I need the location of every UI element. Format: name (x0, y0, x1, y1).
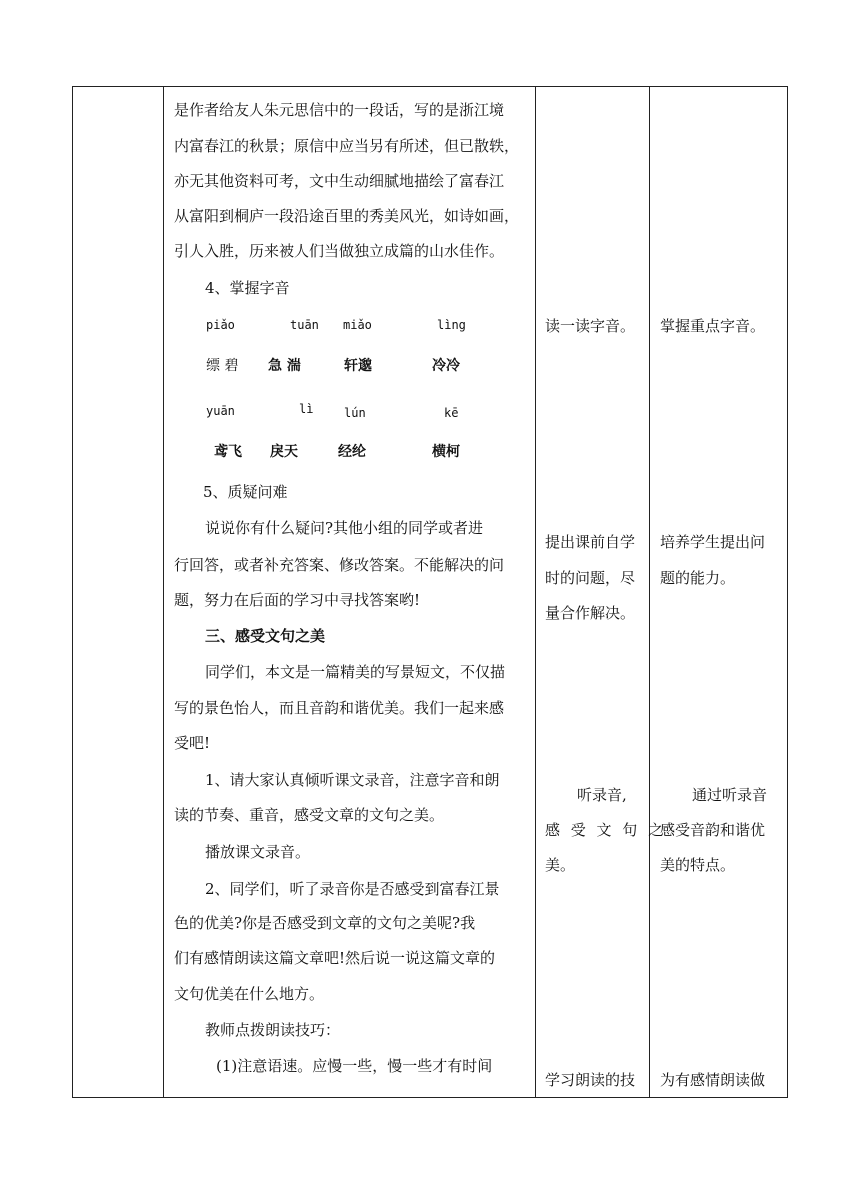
section-5-line: 行回答，或者补充答案、修改答案。不能解决的问 (174, 556, 505, 574)
table-col-border-1 (72, 86, 73, 1098)
section-5-line: 题，努力在后面的学习中寻找答案哟! (174, 591, 421, 609)
intent-audio: 美的特点。 (660, 856, 736, 874)
chinese-word: 横柯 (432, 444, 460, 460)
table-col-border-5 (787, 86, 788, 1098)
pinyin: lìng (437, 318, 466, 332)
table-top-border (72, 86, 788, 87)
section-4-title: 4、掌握字音 (205, 279, 290, 297)
section-3-line: 同学们，本文是一篇精美的写景短文，不仅描 (205, 663, 506, 681)
table-bottom-border (72, 1097, 788, 1098)
intent-master: 掌握重点字音。 (660, 317, 766, 335)
pinyin: tuān (290, 318, 319, 332)
intent-emotion: 为有感情朗读做 (660, 1071, 766, 1089)
table-col-border-2 (163, 86, 164, 1098)
main-text-line: 引人入胜，历来被人们当做独立成篇的山水佳作。 (174, 242, 505, 260)
tip-1: (1)注意语速。应慢一些，慢一些才有时间 (216, 1057, 493, 1075)
pinyin: piǎo (206, 318, 235, 332)
pinyin: yuān (206, 404, 235, 418)
section-3-line: 写的景色怡人，而且音韵和谐优美。我们一起来感 (174, 699, 505, 717)
chinese-word: 缥 碧 (206, 358, 239, 374)
student-activity-listen: 感 受 文 句 之 (545, 821, 667, 839)
main-text-line: 内富春江的秋景；原信中应当另有所述，但已散轶， (174, 137, 520, 155)
teacher-tip: 教师点拨朗读技巧： (205, 1021, 341, 1039)
play-audio-text: 播放课文录音。 (205, 843, 311, 861)
section-5-line: 说说你有什么疑问?其他小组的同学或者进 (205, 519, 484, 537)
table-col-border-3 (535, 86, 536, 1098)
intent-ability: 培养学生提出问 (660, 533, 766, 551)
main-text-line: 是作者给友人朱元思信中的一段话，写的是浙江境 (174, 101, 505, 119)
student-activity-questions: 时的问题，尽 (545, 569, 636, 587)
section-3-title: 三、感受文句之美 (205, 627, 326, 645)
step-2-line: 2、同学们，听了录音你是否感受到富春江景 (205, 880, 500, 898)
pinyin: lì (299, 402, 314, 416)
student-activity-read: 读一读字音。 (545, 317, 636, 335)
step-2-line: 们有感情朗读这篇文章吧!然后说一说这篇文章的 (174, 949, 496, 967)
section-5-title: 5、质疑问难 (203, 483, 288, 501)
chinese-word: 经纶 (338, 444, 366, 460)
chinese-word: 急 湍 (268, 358, 301, 374)
chinese-word: 冷冷 (432, 358, 460, 374)
main-text-line: 从富阳到桐庐一段沿途百里的秀美风光，如诗如画， (174, 207, 520, 225)
student-activity-questions: 量合作解决。 (545, 604, 636, 622)
step-1-line: 1、请大家认真倾听课文录音，注意字音和朗 (205, 771, 500, 789)
pinyin: lún (344, 406, 366, 420)
section-3-line: 受吧! (174, 734, 211, 752)
chinese-word: 鸢飞 (214, 444, 242, 460)
table-col-border-4 (649, 86, 650, 1098)
student-activity-questions: 提出课前自学 (545, 533, 636, 551)
intent-audio: 通过听录音 (692, 786, 768, 804)
chinese-word: 轩邈 (344, 358, 372, 374)
pinyin: miǎo (343, 318, 372, 332)
step-2-line: 文句优美在什么地方。 (174, 985, 325, 1003)
intent-ability: 题的能力。 (660, 569, 736, 587)
intent-audio: 感受音韵和谐优 (660, 821, 766, 839)
student-activity-learn: 学习朗读的技 (545, 1071, 636, 1089)
student-activity-listen: 美。 (545, 856, 576, 874)
student-activity-listen: 听录音, (577, 786, 627, 804)
pinyin: kē (444, 406, 459, 420)
step-2-line: 色的优美?你是否感受到文章的文句之美呢?我 (174, 914, 476, 932)
chinese-word: 戾天 (270, 444, 298, 460)
main-text-line: 亦无其他资料可考，文中生动细腻地描绘了富春江 (174, 172, 505, 190)
step-1-line: 读的节奏、重音，感受文章的文句之美。 (174, 806, 445, 824)
